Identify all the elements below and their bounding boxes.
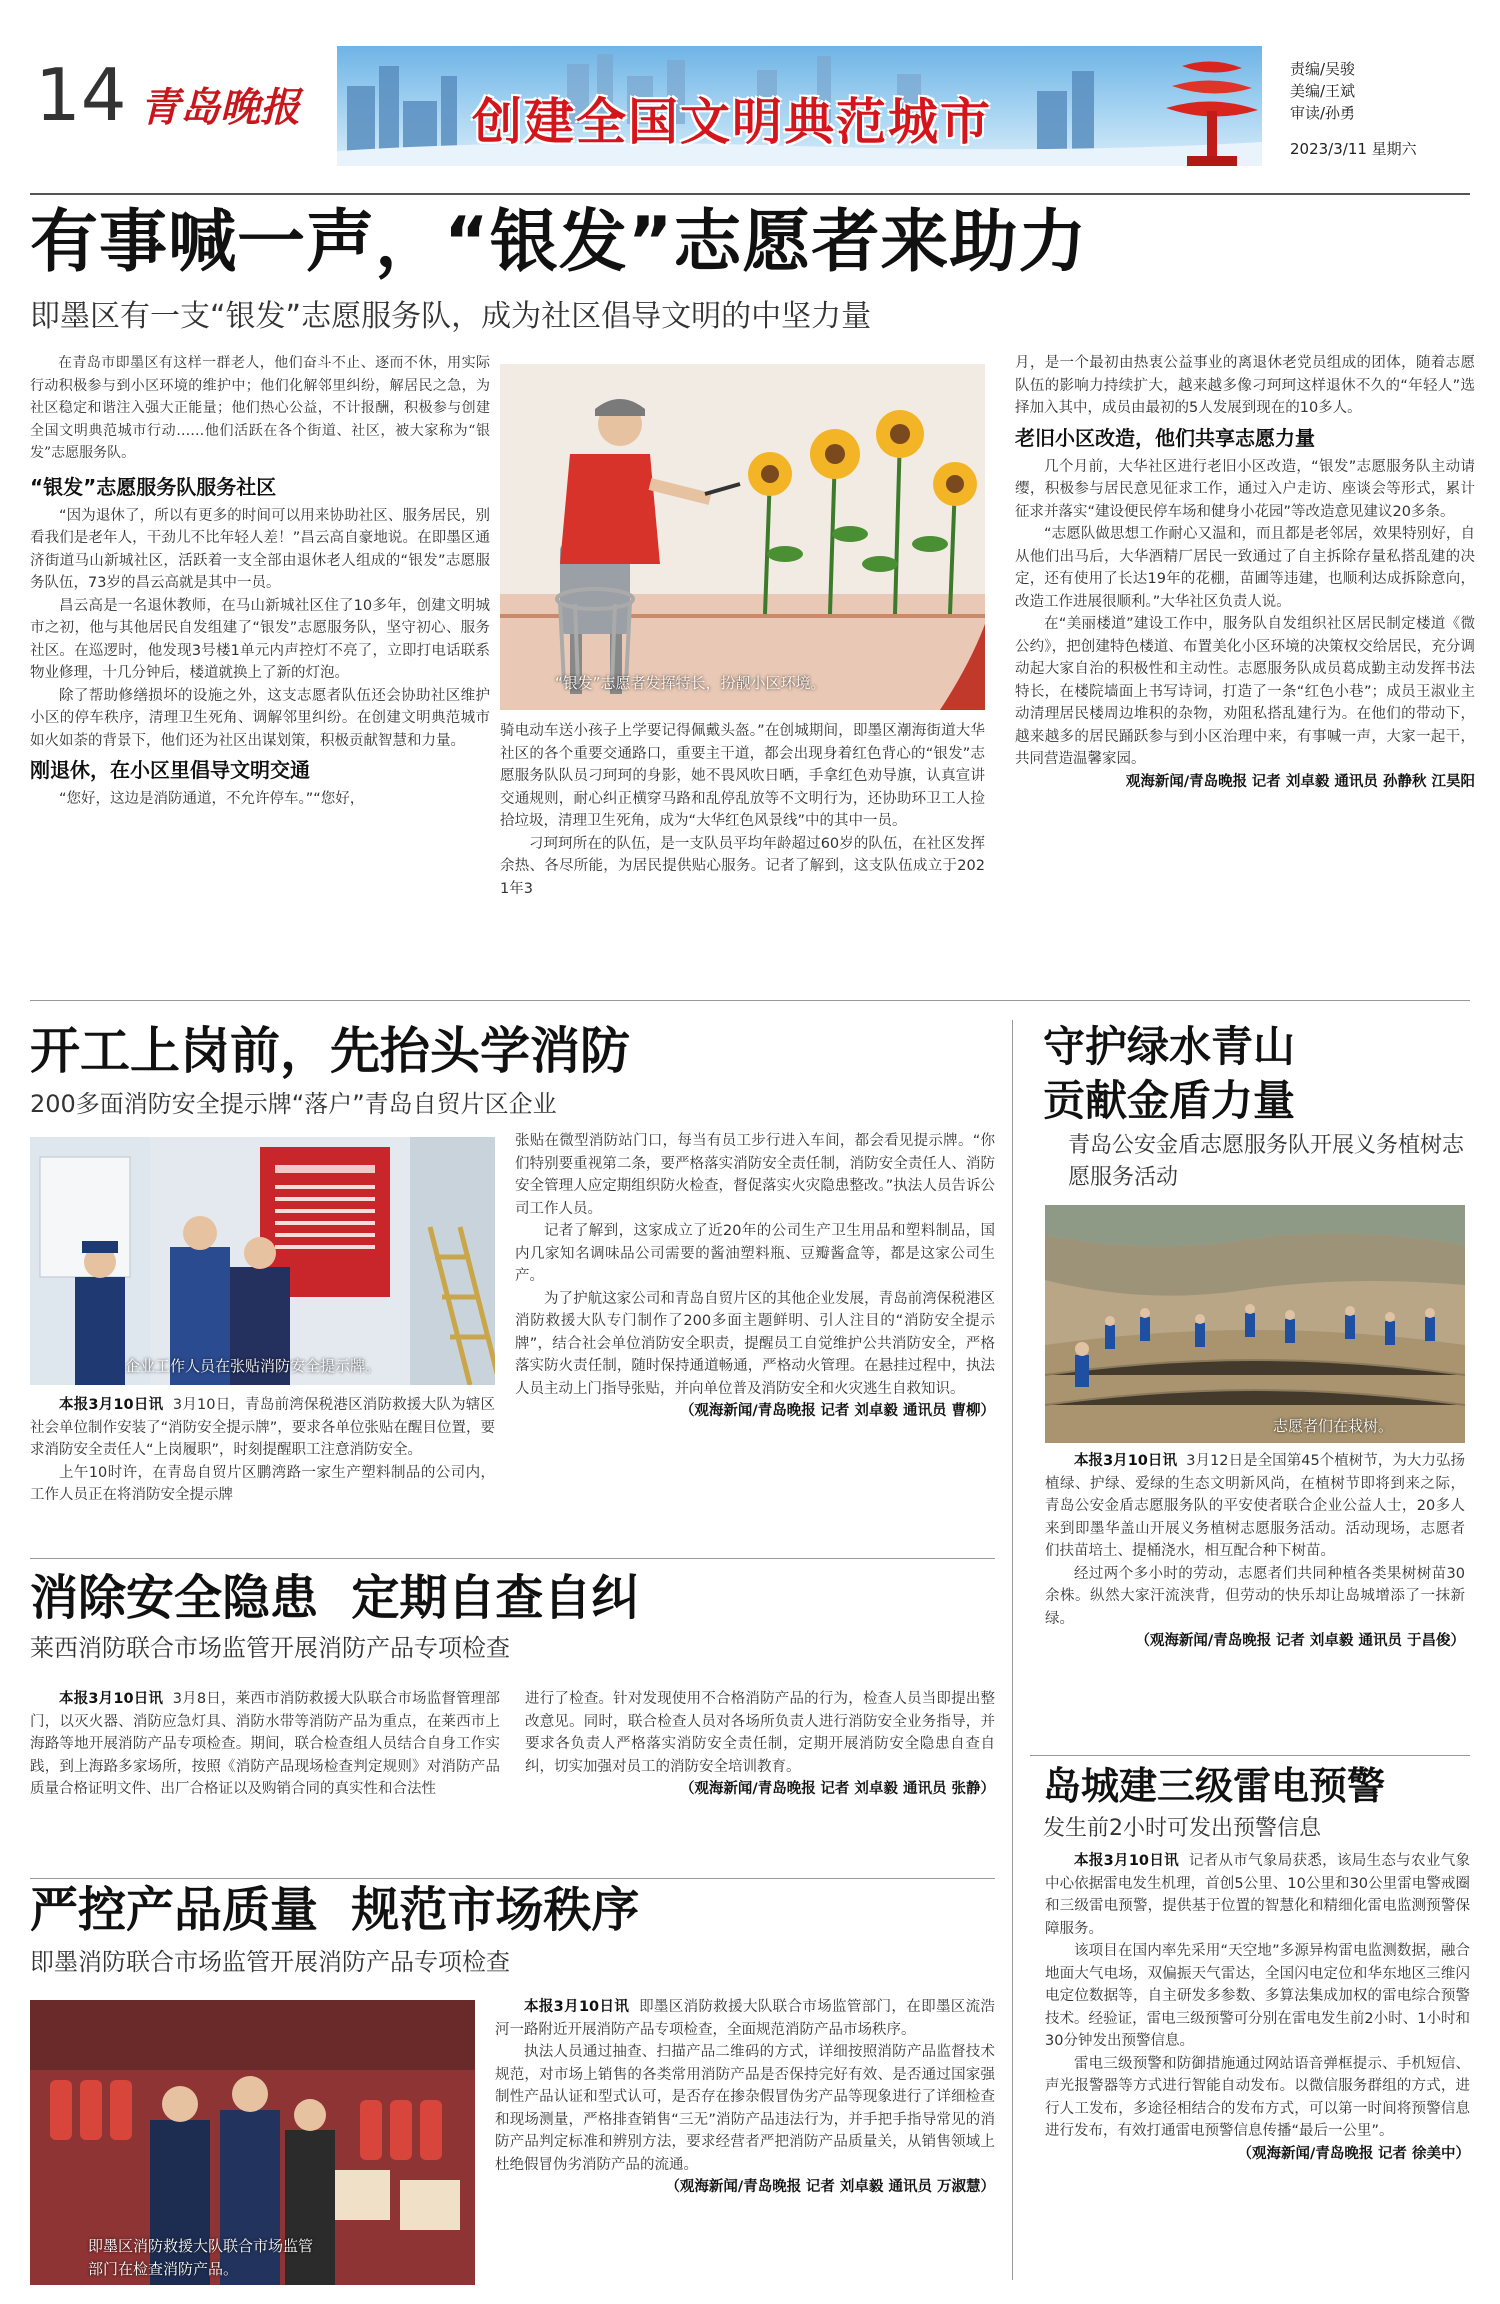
article6-byline: 记者 徐美中）: [1377, 2145, 1470, 2162]
article6-subtitle: 发生前2小时可发出预警信息: [1043, 1816, 1321, 1841]
credit-editor: 责编/吴骏: [1290, 60, 1356, 78]
article2-paragraph: 张贴在微型消防站门口，每当有员工步行进入车间，都会看见提示牌。“你们特别要重视第二条，要严格落实消防安全责任制，消防安全责任人、消防安全管理人应定期组织防火检查，督促落实火灾隐患整改。”执法人员告诉公司工作人员。: [515, 1133, 995, 1217]
article1-paragraph: 昌云高是一名退休教师，在马山新城社区住了10多年，创建文明城市之初，他与其他居民自发组建了“银发”志愿服务队，坚守初心、服务社区。在巡逻时，他发现3号楼1单元内声控灯不亮了，立即打电话联系物业修理，十几分钟后，楼道就换上了新的灯泡。: [30, 597, 490, 681]
article1-col2: [500, 720, 985, 957]
article1-byline-prefix: 观海新闻/青岛晚报: [1125, 773, 1248, 790]
article1-paragraph: 月，是一个最初由热衷公益事业的离退休老党员组成的团体，随着志愿队伍的影响力持续扩大，越来越多像刁珂珂这样退休不久的“年轻人”选择加入其中，成员由最初的5人发展到现在的10多人。: [1015, 355, 1475, 416]
article5-photo: [30, 2000, 475, 2285]
article2-paragraph: 记者了解到，这家成立了近20年的公司生产卫生用品和塑料制品，国内几家知名调味品公司需要的酱油塑料瓶、豆瓣酱盒等，都是这家公司生产。: [515, 1223, 995, 1284]
article1-col3: [1015, 352, 1475, 987]
article1-subhead-3: 老旧小区改造，他们共享志愿力量: [1015, 425, 1315, 450]
article3-byline: 记者 刘卓毅 通讯员 于昌俊）: [1275, 1633, 1465, 1649]
article3-byline-prefix: （观海新闻/青岛晚报: [1135, 1633, 1272, 1649]
article4-col1: [30, 1688, 500, 1868]
article2-byline-prefix: （观海新闻/青岛晚报: [679, 1403, 816, 1419]
issue-date: 2023/3/11 星期六: [1290, 140, 1417, 158]
article5-body: [495, 1996, 995, 2291]
article6-paragraph: 记者从市气象局获悉，该局生态与农业气象中心依据雷电发生机理，首创5公里、10公里和30公里雷电警戒圈和三级雷电预警，提供基于位置的智慧化和精细化雷电监测预警保障服务。: [1045, 1853, 1470, 1937]
article4-title: 消除安全隐患 定期自查自纠: [30, 1570, 640, 1626]
article3-photo-caption: 志愿者们在栽树。: [1273, 1417, 1394, 1435]
article1-paragraph: “志愿队做思想工作耐心又温和，而且都是老邻居，效果特别好，自从他们出马后，大华酒精厂居民一致通过了自主拆除存量私搭乱建的决定，还有使用了长达19年的花棚，苗圃等违建，也顺利达成拆除意向，改造工作进展很顺利。”大华社区负责人说。: [1015, 526, 1475, 610]
article5-paragraph: 即墨区消防救援大队联合市场监管部门，在即墨区流浩河一路附近开展消防产品专项检查，全面规范消防产品市场秩序。: [495, 1999, 995, 2038]
article3-subtitle: 青岛公安金盾志愿服务队开展义务植树志愿服务活动: [1068, 1133, 1465, 1190]
article2-subtitle: 200多面消防安全提示牌“落户”青岛自贸片区企业: [30, 1090, 557, 1118]
volunteer-painting-photo: [500, 364, 985, 710]
section-divider: [30, 1558, 995, 1559]
article1-photo: [500, 364, 985, 710]
article6-title: 岛城建三级雷电预警: [1043, 1764, 1386, 1808]
article4-subtitle: 莱西消防联合市场监管开展消防产品专项检查: [30, 1634, 510, 1662]
article1-paragraph: 刁珂珂所在的队伍，是一支队员平均年龄超过60岁的队伍，在社区发挥余热、各尽所能，为居民提供贴心服务。记者了解到，这支队伍成立于2021年3: [500, 835, 985, 897]
article2-paragraph: 3月10日，青岛前湾保税港区消防救援大队为辖区社会单位制作安装了“消防安全提示牌”，要求各单位张贴在醒目位置，要求消防安全责任人“上岗履职”，时刻提醒职工注意消防安全。: [30, 1397, 495, 1458]
article1-paragraph: 骑电动车送小孩子上学要记得佩戴头盔。”在创城期间，即墨区潮海街道大华社区的各个重要交通路口，重要主干道，都会出现身着红色背心的“银发”志愿服务队队员刁珂珂的身影，她不畏风吹日晒，手拿红色劝导旗，认真宣讲交通规则，耐心纠正横穿马路和乱停乱放等不文明行为，还协助环卫工人捡拾垃圾，清理卫生死角，成为“大华红色风景线”中的其中一员。: [500, 723, 985, 829]
credit-reviewer: 审读/孙勇: [1290, 104, 1356, 122]
firefighters-posting-sign-photo: [30, 1137, 495, 1385]
article6-paragraph: 雷电三级预警和防御措施通过网站语音弹框提示、手机短信、声光报警器等方式进行智能自动发布。以微信服务群组的方式，进行人工发布，多途径相结合的发布方式，可以第一时间将预警信息进行发布，有效打通雷电预警信息传播“最后一公里”。: [1045, 2055, 1470, 2139]
article5-title: 严控产品质量 规范市场秩序: [30, 1882, 640, 1938]
masthead: [0, 0, 1500, 205]
article2-photo: [30, 1137, 495, 1385]
article5-byline-prefix: （观海新闻/青岛晚报: [665, 2179, 802, 2195]
article3-title-line2: 贡献金盾力量: [1043, 1076, 1296, 1125]
article4-byline-prefix: （观海新闻/青岛晚报: [679, 1781, 816, 1797]
article1-subtitle: 即墨区有一支“银发”志愿服务队，成为社区倡导文明的中坚力量: [30, 299, 872, 334]
credit-designer: 美编/王斌: [1290, 82, 1356, 100]
article1-byline: 记者 刘卓毅 通讯员 孙静秋 江昊阳: [1251, 773, 1475, 790]
article3-dateline: 本报3月10日讯: [1074, 1453, 1177, 1469]
article2-dateline: 本报3月10日讯: [59, 1397, 164, 1413]
banner: [337, 46, 1262, 166]
article6-paragraph: 该项目在国内率先采用“天空地”多源异构雷电监测数据，融合地面大气电场，双偏振天气雷达，全国闪电定位和华东地区三维闪电定位数据等，自主研发多参数、多算法集成加权的雷电综合预警技术。经验证，雷电三级预警可分别在雷电发生前2小时、1小时和30分钟发出预警信息。: [1045, 1943, 1470, 2049]
article5-dateline: 本报3月10日讯: [524, 1999, 630, 2015]
article3-photo: [1045, 1205, 1465, 1443]
article5-paragraph: 执法人员通过抽查、扫描产品二维码的方式，详细按照消防产品监督技术规范，对市场上销售的各类常用消防产品是否保持完好有效、是否通过国家强制性产品认证和型式认可，是否存在掺杂假冒伪劣产品等现象进行了详细检查和现场测量，严格排查销售“三无”消防产品违法行为，并手把手指导常见的消防产品判定标准和辨别方法，要求经营者严把消防产品质量关，从销售领域上杜绝假冒伪劣消防产品的流通。: [495, 2044, 995, 2173]
article1-col1: [30, 352, 490, 957]
article3-paragraph: 经过两个多小时的劳动，志愿者们共同种植各类果树树苗30余株。纵然大家汗流浃背，但劳动的快乐却让岛城增添了一抹新绿。: [1045, 1565, 1465, 1627]
paper-name: 青岛晚报: [140, 84, 300, 131]
article3-title-line1: 守护绿水青山: [1043, 1022, 1296, 1071]
article2-title: 开工上岗前，先抬头学消防: [30, 1022, 630, 1080]
article1-paragraph: 几个月前，大华社区进行老旧小区改造，“银发”志愿服务队主动请缨，积极参与居民意见征求工作，通过入户走访、座谈会等形式，累计征求并落实“建设便民停车场和健身小花园”等改造意见建议20多条。: [1015, 458, 1475, 520]
banner-title: 创建全国文明典范城市: [472, 93, 992, 151]
article1-title: 有事喊一声，“银发”志愿者来助力: [30, 203, 1088, 282]
article3-paragraph: 3月12日是全国第45个植树节，为大力弘扬植绿、护绿、爱绿的生态文明新风尚，在植树节即将到来之际，青岛公安金盾志愿服务队的平安使者联合企业公益人士，20多人来到即墨华盖山开展义务植树志愿服务活动。活动现场，志愿者们扶苗培土、提桶浇水，相互配合种下树苗。: [1045, 1453, 1465, 1559]
section-divider: [30, 1878, 995, 1879]
article2-col1: [30, 1394, 495, 1542]
page-number: 14: [35, 53, 127, 137]
article2-byline: 记者 刘卓毅 通讯员 曹柳）: [820, 1403, 995, 1419]
masthead-rule: [30, 193, 1470, 195]
article1-paragraph: “因为退休了，所以有更多的时间可以用来协助社区、服务居民，别看我们是老年人，干劲儿不比年轻人差！”昌云高自豪地说。在即墨区通济街道马山新城社区，活跃着一支全部由退休老人组成的“银发”志愿服务队伍，73岁的昌云高就是其中一员。: [30, 507, 490, 591]
article2-photo-caption: 企业工作人员在张贴消防安全提示牌。: [125, 1357, 381, 1375]
article2-paragraph: 为了护航这家公司和青岛自贸片区的其他企业发展，青岛前湾保税港区消防救援大队专门制作了200多面主题鲜明、引人注目的“消防安全提示牌”，结合社会单位消防安全职责，提醒员工自觉维护公共消防安全，严格落实防火责任制，随时保持通道畅通，严格动火管理。在悬挂过程中，执法人员主动上门指导张贴，并向单位普及消防安全和火灾逃生自救知识。: [515, 1290, 995, 1397]
article4-paragraph: 进行了检查。针对发现使用不合格消防产品的行为，检查人员当即提出整改意见。同时，联合检查人员对各场所负责人进行消防安全业务指导，并要求各负责人严格落实消防安全责任制，定期开展消防安全隐患自查自纠，切实加强对员工的消防安全培训教育。: [525, 1691, 995, 1775]
tree-planting-photo: [1045, 1205, 1465, 1443]
article4-paragraph: 3月8日，莱西市消防救援大队联合市场监督管理部门，以灭火器、消防应急灯具、消防水带等消防产品为重点，在莱西市上海路等地开展消防产品专项检查。期间，联合检查组人员结合自身工作实践，到上海路多家场所，按照《消防产品现场检查判定规则》对消防产品质量合格证明文件、出厂合格证以及购销合同的真实性和合法性: [30, 1691, 500, 1797]
article5-byline: 记者 刘卓毅 通讯员 万淑慧）: [805, 2179, 995, 2195]
article1-photo-caption: “银发”志愿者发挥特长，扮靓小区环境。: [555, 674, 826, 692]
article4-byline: 记者 刘卓毅 通讯员 张静）: [820, 1781, 995, 1797]
article6-body: [1045, 1850, 1470, 2290]
article1-paragraph: 除了帮助修缮损坏的设施之外，这支志愿者队伍还会协助社区维护小区的停车秩序，清理卫生死角、调解邻里纠纷。在创建文明典范城市如火如荼的背景下，他们还为社区出谋划策，积极贡献智慧和力量。: [30, 687, 490, 749]
article1-lead: 在青岛市即墨区有这样一群老人，他们奋斗不止、逐而不休，用实际行动积极参与到小区环境的维护中；他们化解邻里纠纷，解居民之急，为社区稳定和谐注入强大正能量；他们热心公益，不计报酬，积极参与创建全国文明典范城市行动……他们活跃在各个街道、社区，被大家称为“银发”志愿服务队。: [30, 355, 490, 461]
section-divider: [30, 1000, 1470, 1001]
article3-body: [1045, 1450, 1465, 1805]
article6-byline-prefix: （观海新闻/青岛晚报: [1237, 2145, 1374, 2162]
article1-paragraph: “您好，这边是消防通道，不允许停车。”“您好，: [59, 791, 365, 807]
article1-paragraph: 在“美丽楼道”建设工作中，服务队自发组织社区居民制定楼道《微公约》，把创建特色楼道、布置美化小区环境的决策权交给居民，充分调动起大家自治的积极性和主动性。志愿服务队成员葛成勤主动发挥书法特长，在楼院墙面上书写诗词，打造了一条“红色小巷”；成员王淑业主动清理居民楼周边堆积的杂物，劝阻私搭乱建行为。在他们的带动下，越来越多的居民踊跃参与到小区治理中来，有事喊一声，大家一起干，共同营造温馨家园。: [1015, 616, 1475, 767]
article4-dateline: 本报3月10日讯: [59, 1691, 164, 1707]
article5-photo-caption-line2: 部门在检查消防产品。: [88, 2260, 239, 2278]
section-divider: [1030, 1755, 1470, 1756]
credits: [1290, 58, 1355, 124]
article2-col2: [515, 1130, 995, 1550]
article6-dateline: 本报3月10日讯: [1074, 1853, 1179, 1869]
article4-col2: [525, 1688, 995, 1868]
article1-subhead-2: 刚退休，在小区里倡导文明交通: [30, 758, 310, 782]
article5-subtitle: 即墨消防联合市场监管开展消防产品专项检查: [30, 1948, 510, 1976]
article2-paragraph: 上午10时许，在青岛自贸片区鹏湾路一家生产塑料制品的公司内，工作人员正在将消防安全提示牌: [30, 1464, 495, 1503]
article1-subhead-1: “银发”志愿服务队服务社区: [30, 474, 277, 499]
article5-photo-caption-line1: 即墨区消防救援大队联合市场监管: [88, 2237, 314, 2255]
column-divider: [1012, 1020, 1013, 2280]
